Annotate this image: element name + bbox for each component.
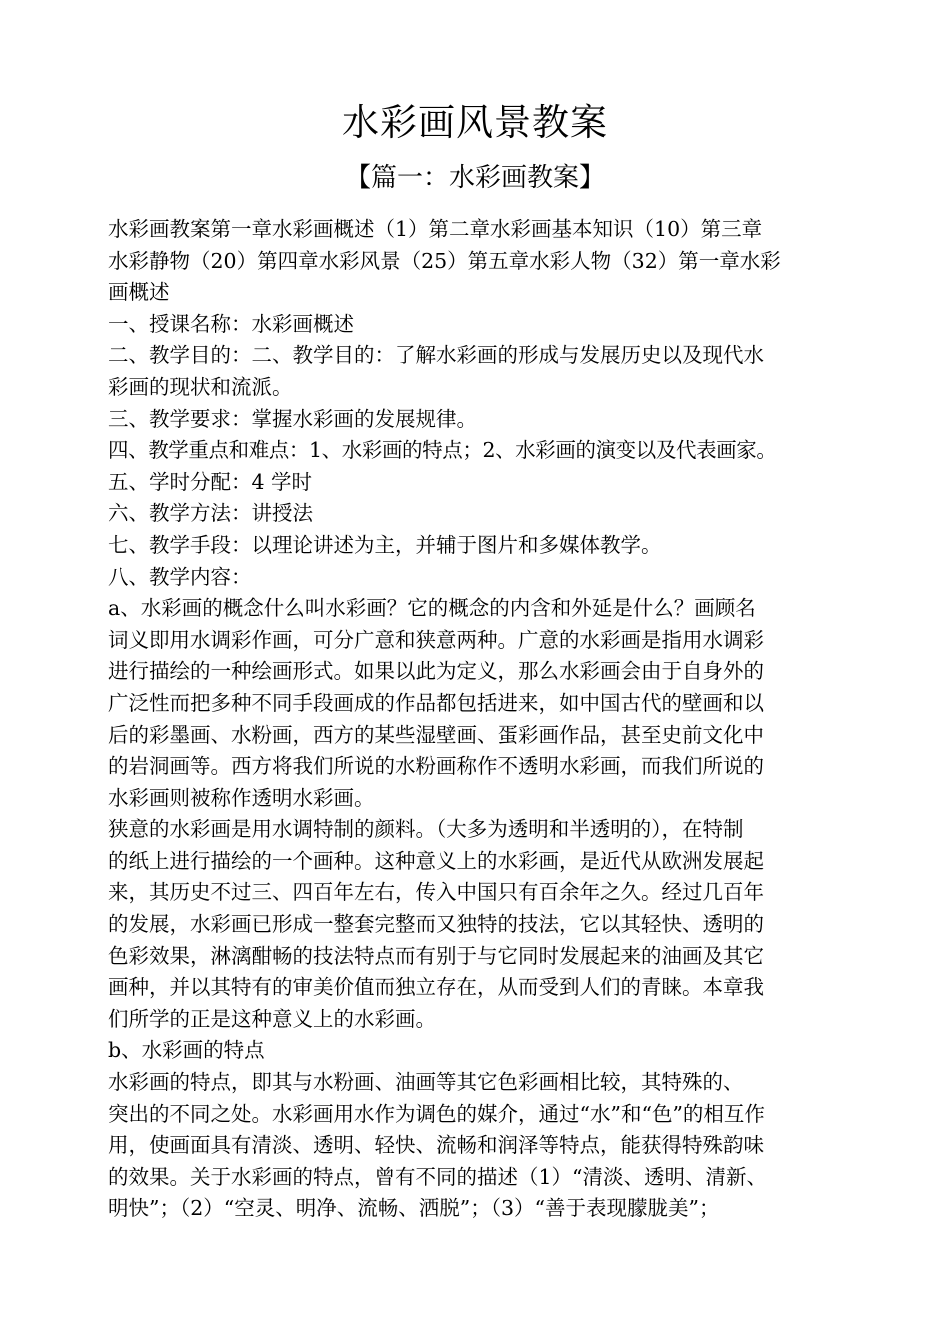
- body-line: 后的彩墨画、水粉画，西方的某些湿壁画、蛋彩画作品，甚至史前文化中: [108, 722, 764, 747]
- document-subtitle: 【篇一：水彩画教案】: [344, 163, 605, 193]
- body-line: 画种，并以其特有的审美价值而独立存在，从而受到人们的青睐。本章我: [108, 975, 764, 1000]
- body-line: 明快”；（2）“空灵、明净、流畅、洒脱”；（3）“善于表现朦胧美”；: [108, 1196, 720, 1221]
- body-line: 的岩洞画等。西方将我们所说的水粉画称作不透明水彩画，而我们所说的: [108, 754, 764, 779]
- body-line: 们所学的正是这种意义上的水彩画。: [108, 1006, 436, 1031]
- body-line: 进行描绘的一种绘画形式。如果以此为定义，那么水彩画会由于自身外的: [108, 659, 764, 684]
- body-line: 色彩效果，淋漓酣畅的技法特点而有别于与它同时发展起来的油画及其它: [108, 943, 764, 968]
- body-line: 六、教学方法：讲授法: [108, 501, 313, 526]
- body-line: 三、教学要求：掌握水彩画的发展规律。: [108, 406, 477, 431]
- body-line: 突出的不同之处。水彩画用水作为调色的媒介，通过“水”和“色”的相互作: [108, 1101, 765, 1126]
- body-line: 广泛性而把多种不同手段画成的作品都包括进来，如中国古代的壁画和以: [108, 690, 764, 715]
- body-line: 水彩画则被称作透明水彩画。: [108, 785, 375, 810]
- body-line: 的纸上进行描绘的一个画种。这种意义上的水彩画，是近代从欧洲发展起: [108, 848, 764, 873]
- document-title: 水彩画风景教案: [342, 101, 608, 144]
- body-line: 七、教学手段：以理论讲述为主，并辅于图片和多媒体教学。: [108, 532, 662, 557]
- body-line: 水彩画教案第一章水彩画概述（1）第二章水彩画基本知识（10）第三章: [108, 217, 763, 241]
- body-line: 八、教学内容：: [108, 564, 252, 589]
- document-body: [108, 214, 888, 1225]
- body-line: 的发展，水彩画已形成一整套完整而又独特的技法，它以其轻快、透明的: [108, 912, 764, 937]
- body-line: a、水彩画的概念什么叫水彩画？它的概念的内含和外延是什么？画顾名: [108, 596, 756, 621]
- body-line: 的效果。关于水彩画的特点，曾有不同的描述（1）“清淡、透明、清新、: [108, 1164, 768, 1189]
- body-line: 水彩静物（20）第四章水彩风景（25）第五章水彩人物（32）第一章水彩: [108, 248, 781, 273]
- body-line: 来，其历史不过三、四百年左右，传入中国只有百余年之久。经过几百年: [108, 880, 764, 905]
- body-line: 五、学时分配：4 学时: [108, 469, 313, 494]
- body-line: 四、教学重点和难点：1、水彩画的特点；2、水彩画的演变以及代表画家。: [108, 438, 777, 463]
- body-line: 一、授课名称：水彩画概述: [108, 311, 354, 336]
- body-line: 狭意的水彩画是用水调特制的颜料。（大多为透明和半透明的），在特制: [108, 817, 744, 842]
- body-line: 二、教学目的：二、教学目的：了解水彩画的形成与发展历史以及现代水: [108, 343, 764, 368]
- body-line: b、水彩画的特点: [108, 1038, 265, 1063]
- body-line: 彩画的现状和流派。: [108, 374, 293, 399]
- body-line: 画概述: [108, 280, 170, 305]
- body-line: 词义即用水调彩作画，可分广意和狭意两种。广意的水彩画是指用水调彩: [108, 627, 764, 652]
- body-line: 用，使画面具有清淡、透明、轻快、流畅和润泽等特点，能获得特殊韵味: [108, 1133, 764, 1158]
- body-line: 水彩画的特点，即其与水粉画、油画等其它色彩画相比较，其特殊的、: [108, 1070, 744, 1095]
